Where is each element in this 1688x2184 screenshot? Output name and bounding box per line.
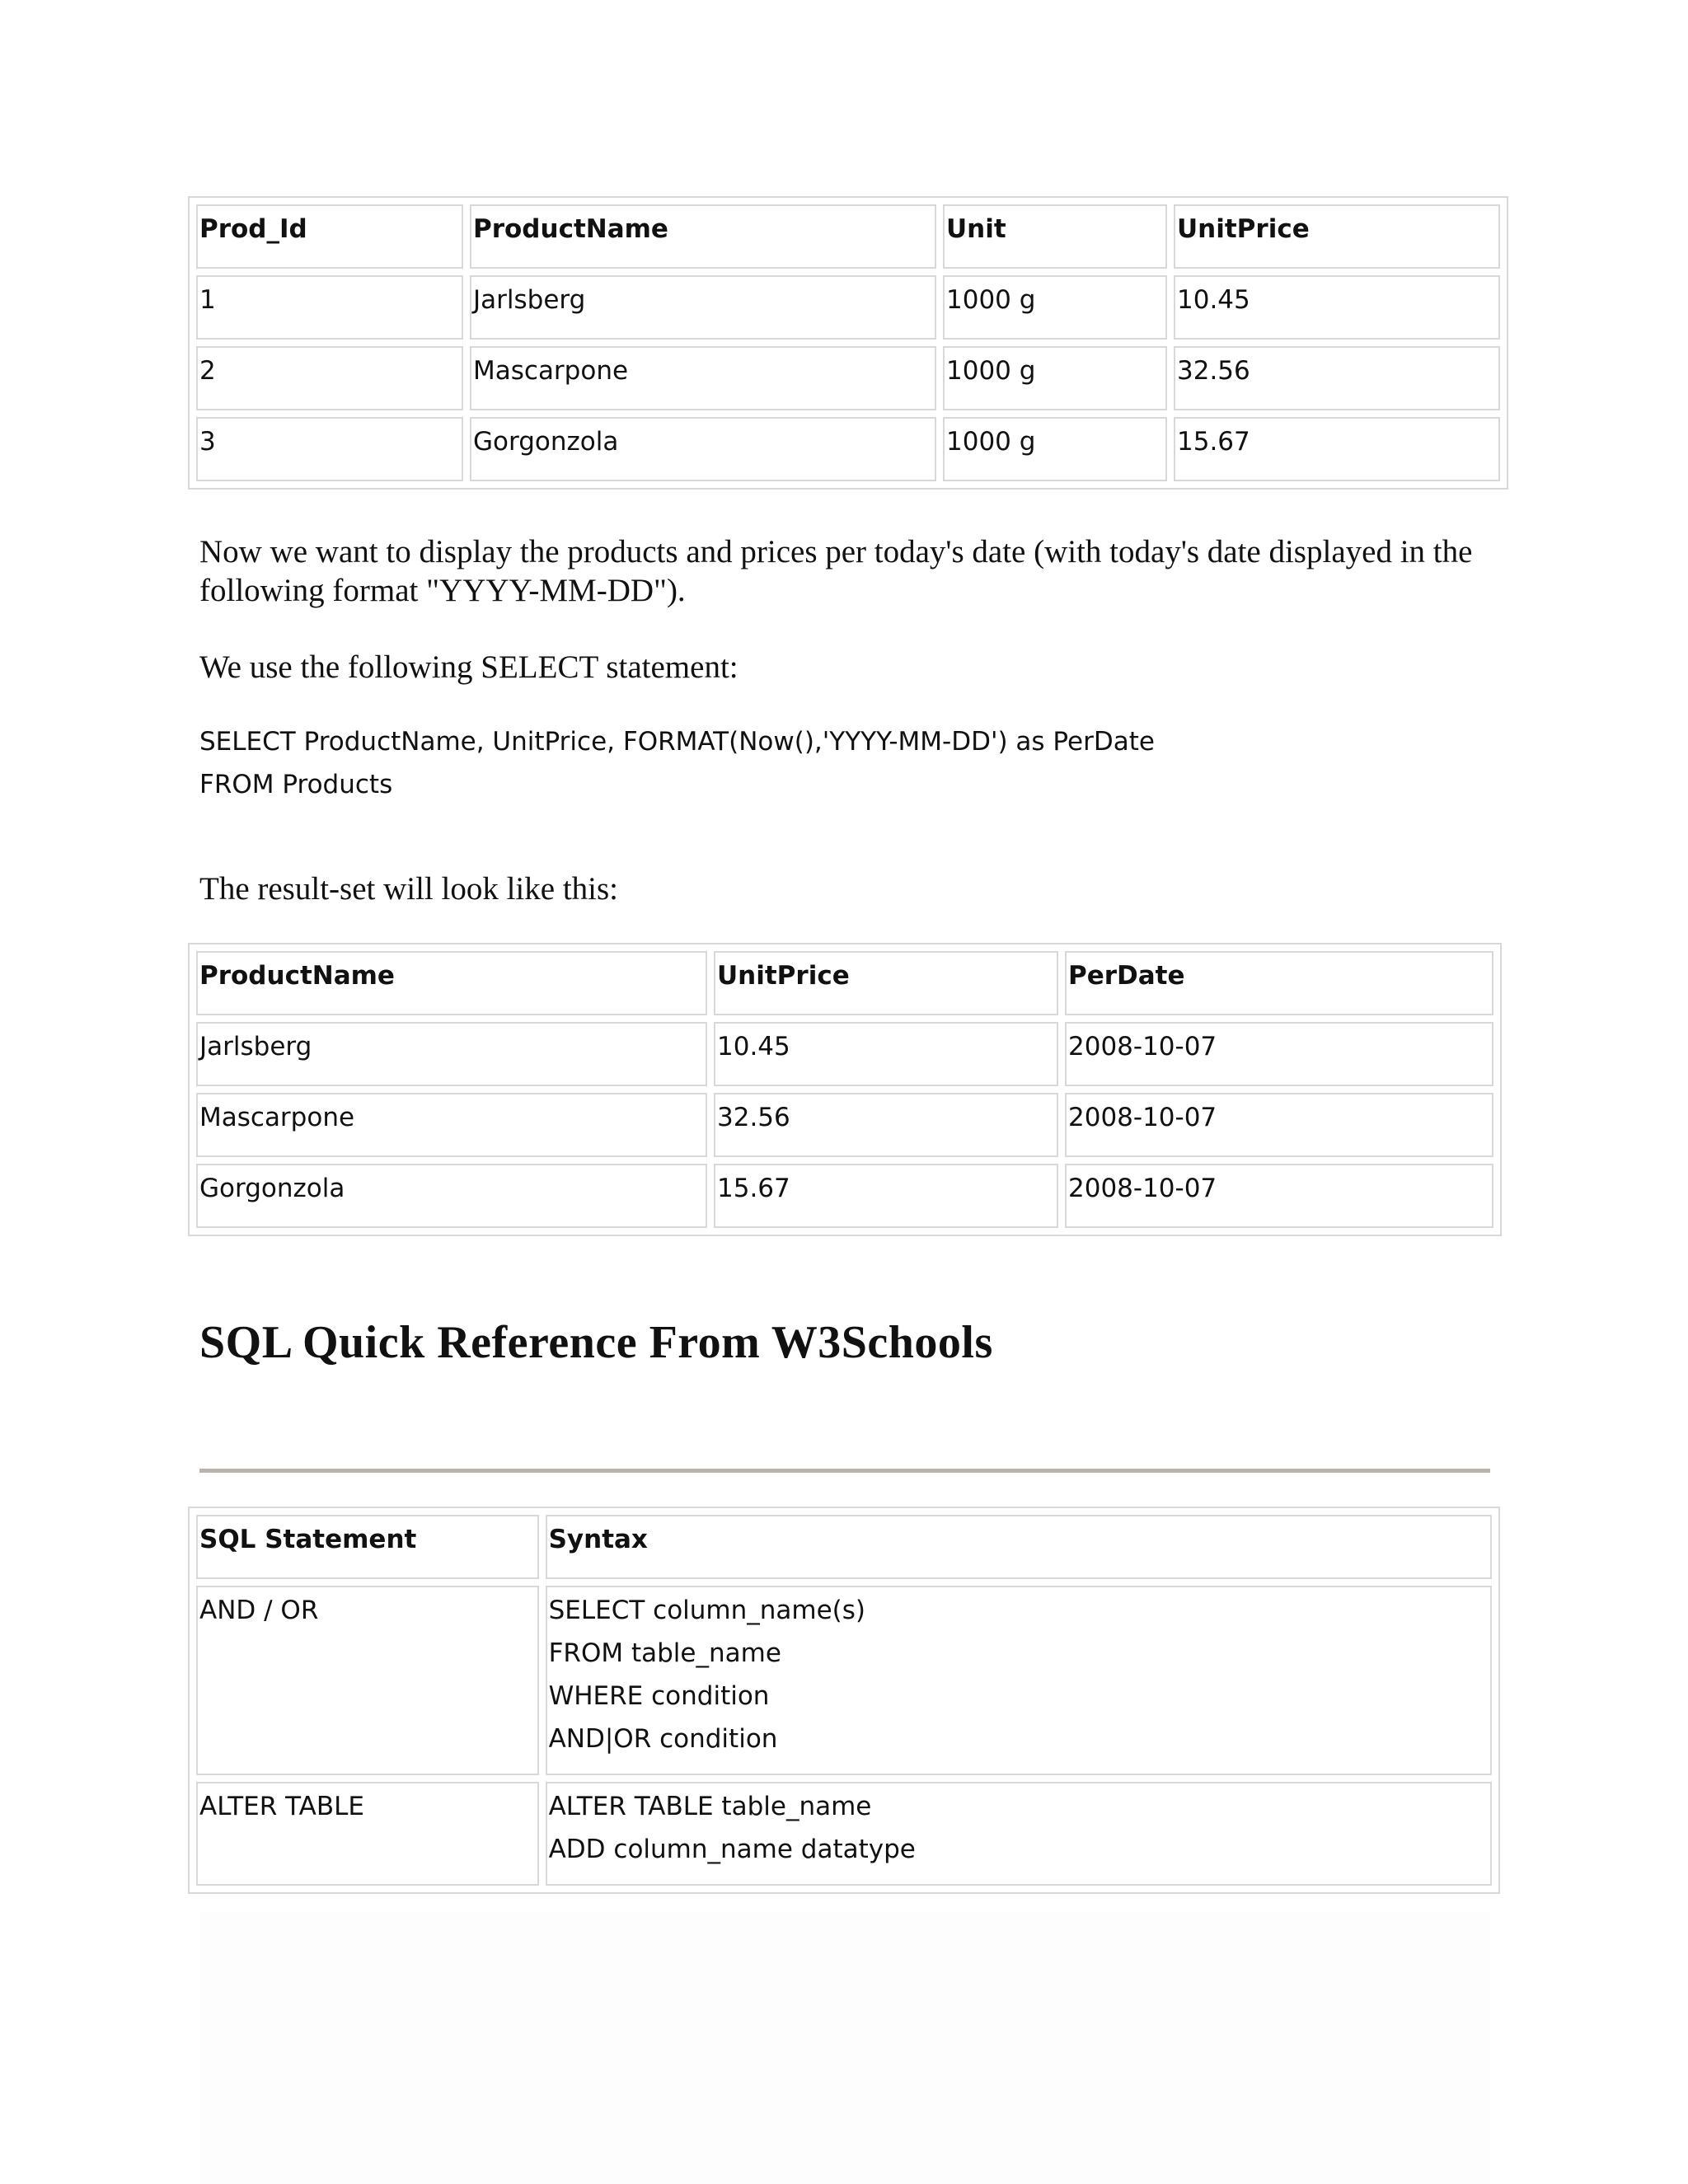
- column-header-syntax: Syntax: [546, 1515, 1492, 1579]
- column-header-prod-id: Prod_Id: [196, 204, 463, 269]
- result-intro-text: The result-set will look like this:: [199, 871, 619, 907]
- cell-prod-id: 2: [196, 346, 463, 410]
- sql-code-block: [199, 720, 1155, 806]
- cell-product-name: Jarlsberg: [196, 1022, 707, 1086]
- cell-unit-price: 32.56: [714, 1093, 1058, 1157]
- cell-product-name: Mascarpone: [470, 346, 936, 410]
- cell-prod-id: 1: [196, 275, 463, 340]
- column-header-sql-statement: SQL Statement: [196, 1515, 539, 1579]
- syntax-line: AND|OR condition: [548, 1724, 778, 1754]
- syntax-line: SELECT column_name(s): [548, 1596, 866, 1625]
- table-row: [196, 417, 1500, 481]
- cell-syntax: [546, 1586, 1492, 1775]
- column-header-per-date: PerDate: [1065, 951, 1493, 1015]
- cell-product-name: Gorgonzola: [196, 1164, 707, 1228]
- products-table: [188, 196, 1508, 490]
- result-table-header-row: [196, 951, 1493, 1015]
- cell-syntax: [546, 1782, 1492, 1886]
- table-row: [196, 1586, 1492, 1775]
- column-header-product-name: ProductName: [470, 204, 936, 269]
- reference-table-header-row: [196, 1515, 1492, 1579]
- cell-product-name: Gorgonzola: [470, 417, 936, 481]
- table-row: [196, 1093, 1493, 1157]
- cell-unit-price: 32.56: [1174, 346, 1500, 410]
- syntax-line: FROM table_name: [548, 1638, 781, 1668]
- cell-unit-price: 15.67: [1174, 417, 1500, 481]
- page-bottom-area: [199, 1912, 1490, 2184]
- cell-statement: ALTER TABLE: [196, 1782, 539, 1886]
- column-header-product-name: ProductName: [196, 951, 707, 1015]
- cell-unit: 1000 g: [943, 275, 1167, 340]
- reference-table: [188, 1507, 1500, 1894]
- cell-unit-price: 15.67: [714, 1164, 1058, 1228]
- products-table-header-row: [196, 204, 1500, 269]
- column-header-unit-price: UnitPrice: [714, 951, 1058, 1015]
- cell-prod-id: 3: [196, 417, 463, 481]
- cell-per-date: 2008-10-07: [1065, 1093, 1493, 1157]
- cell-statement: AND / OR: [196, 1586, 539, 1775]
- intro-paragraph: Now we want to display the products and prices per today's date (with today's date displayed in the following format "YYYY-MM-DD").: [199, 534, 1473, 608]
- table-row: [196, 275, 1500, 340]
- cell-product-name: Jarlsberg: [470, 275, 936, 340]
- syntax-line: WHERE condition: [548, 1681, 770, 1711]
- syntax-line: ADD column_name datatype: [548, 1835, 916, 1864]
- column-header-unit: Unit: [943, 204, 1167, 269]
- cell-unit-price: 10.45: [1174, 275, 1500, 340]
- column-header-unit-price: UnitPrice: [1174, 204, 1500, 269]
- cell-per-date: 2008-10-07: [1065, 1022, 1493, 1086]
- cell-product-name: Mascarpone: [196, 1093, 707, 1157]
- cell-unit-price: 10.45: [714, 1022, 1058, 1086]
- code-line: SELECT ProductName, UnitPrice, FORMAT(Now(),'YYYY-MM-DD') as PerDate: [199, 727, 1155, 757]
- cell-unit: 1000 g: [943, 346, 1167, 410]
- select-intro-text: We use the following SELECT statement:: [199, 649, 738, 685]
- table-row: [196, 346, 1500, 410]
- cell-unit: 1000 g: [943, 417, 1167, 481]
- cell-per-date: 2008-10-07: [1065, 1164, 1493, 1228]
- table-row: [196, 1164, 1493, 1228]
- result-table: [188, 943, 1502, 1236]
- table-row: [196, 1022, 1493, 1086]
- code-line: FROM Products: [199, 770, 393, 799]
- table-row: [196, 1782, 1492, 1886]
- section-heading: SQL Quick Reference From W3Schools: [199, 1317, 993, 1368]
- horizontal-rule: [199, 1469, 1490, 1473]
- syntax-line: ALTER TABLE table_name: [548, 1792, 872, 1821]
